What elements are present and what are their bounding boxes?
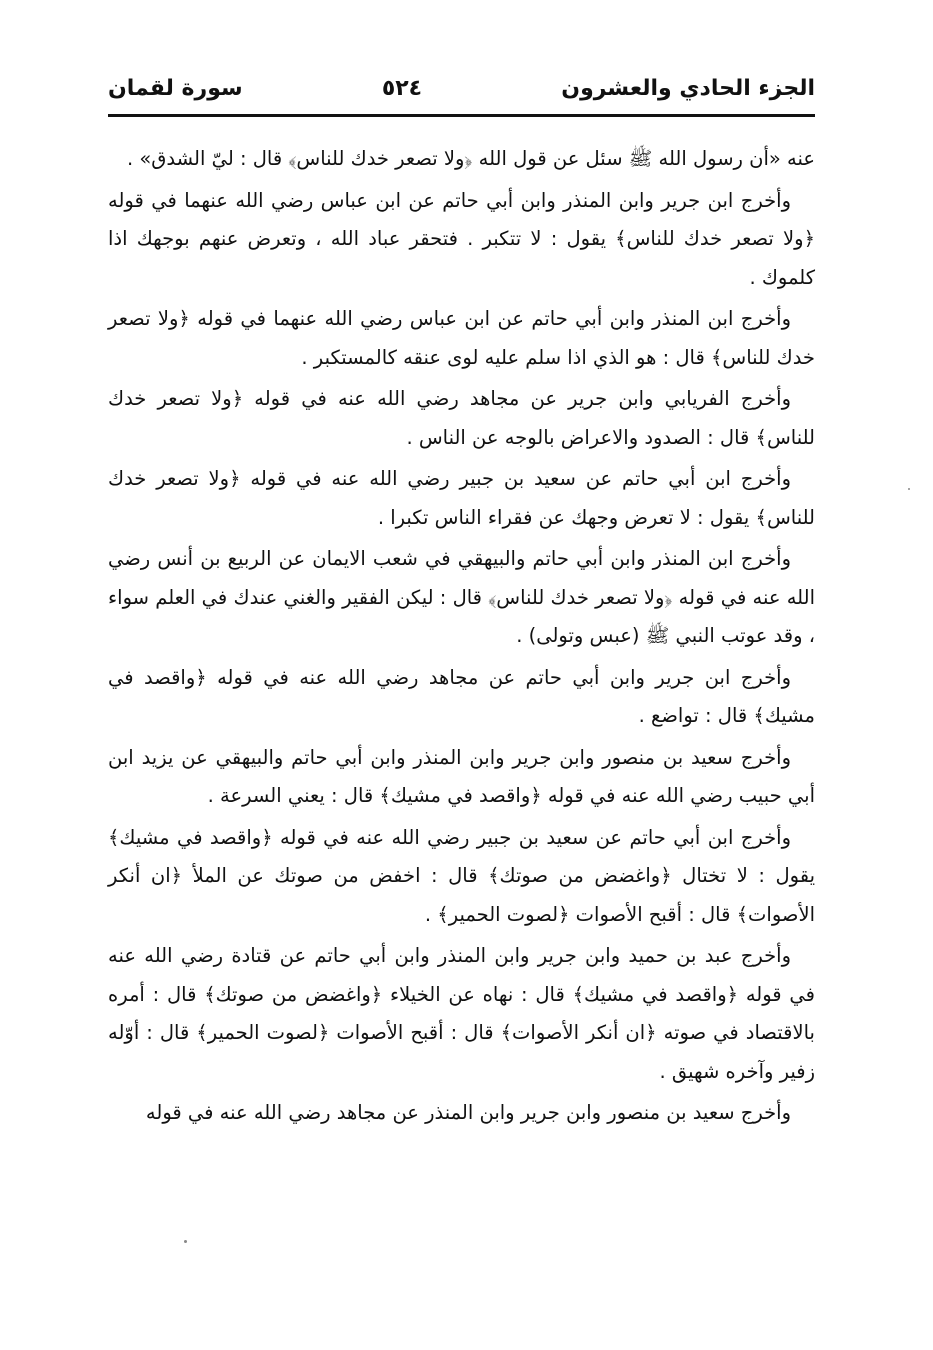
page-body bbox=[108, 140, 815, 1136]
header-divider bbox=[108, 114, 815, 117]
paragraph: وأخرج سعيد بن منصور وابن جرير وابن المنذر وابن أبي حاتم والبيهقي عن يزيد ابن أبي حبيب رضي الله عنه في قوله ﴿واقصد في مشيك﴾ قال : يعني السرعة . bbox=[108, 745, 815, 807]
surah-title: سورة لقمان bbox=[108, 75, 243, 101]
page-number: ٥٢٤ bbox=[381, 75, 423, 101]
paragraph: وأخرج ابن أبي حاتم عن سعيد بن جبير رضي الله عنه في قوله ﴿ولا تصعر خدك للناس﴾ يقول : لا تعرض وجهك عن فقراء الناس تكبرا . bbox=[108, 467, 815, 529]
part-title: الجزء الحادي والعشرون bbox=[561, 75, 815, 101]
scan-speck bbox=[184, 1240, 187, 1243]
running-header bbox=[108, 66, 815, 110]
paragraph: وأخرج ابن المنذر وابن أبي حاتم عن ابن عباس رضي الله عنهما في قوله ﴿ولا تصعر خدك للناس﴾ قال : هو الذي اذا سلم عليه لوى عنقه كالمستكبر . bbox=[108, 307, 815, 369]
scan-speck bbox=[908, 488, 910, 490]
paragraph: وأخرج ابن جرير وابن المنذر وابن أبي حاتم عن ابن عباس رضي الله عنهما في قوله ﴿ولا تصعر خدك للناس﴾ يقول : لا تتكبر . فتحقر عباد الله ، وتعرض عنهم بوجهك اذا كلموك . bbox=[108, 188, 815, 289]
paragraph: وأخرج ابن المنذر وابن أبي حاتم والبيهقي في شعب الايمان عن الربيع بن أنس رضي الله عنه في قوله ﴿ولا تصعر خدك للناس﴾ قال : ليكن الفقير والغني عندك في العلم سواء ، وقد عوتب النبي ﷺ (عبس وتولى) . bbox=[108, 547, 815, 647]
paragraph: وأخرج ابن أبي حاتم عن سعيد بن جبير رضي الله عنه في قوله ﴿واقصد في مشيك﴾ يقول : لا تختال ﴿واغضض من صوتك﴾ قال : اخفض من صوتك عن الملأ ﴿ان أنكر الأصوات﴾ قال : أقبح الأصوات ﴿لصوت الحمير﴾ . bbox=[108, 825, 815, 926]
paragraph: عنه «أن رسول الله ﷺ سئل عن قول الله ﴿ولا تصعر خدك للناس﴾ قال : ليّ الشدق» . bbox=[126, 147, 815, 170]
paragraph: وأخرج عبد بن حميد وابن جرير وابن المنذر وابن أبي حاتم عن قتادة رضي الله عنه في قوله ﴿واقصد في مشيك﴾ قال : نهاه عن الخيلاء ﴿واغضض من صوتك﴾ قال : أمره بالاقتصاد في صوته ﴿ان أنكر الأصوات﴾ قال : أقبح الأصوات ﴿لصوت الحمير﴾ قال : أوّله زفير وآخره شهيق . bbox=[108, 944, 815, 1083]
paragraph: وأخرج الفريابي وابن جرير عن مجاهد رضي الله عنه في قوله ﴿ولا تصعر خدك للناس﴾ قال : الصدود والاعراض بالوجه عن الناس . bbox=[108, 387, 815, 449]
paragraph: وأخرج ابن جرير وابن أبي حاتم عن مجاهد رضي الله عنه في قوله ﴿واقصد في مشيك﴾ قال : تواضع . bbox=[108, 665, 815, 727]
paragraph: وأخرج سعيد بن منصور وابن جرير وابن المنذر عن مجاهد رضي الله عنه في قوله bbox=[145, 1101, 791, 1124]
